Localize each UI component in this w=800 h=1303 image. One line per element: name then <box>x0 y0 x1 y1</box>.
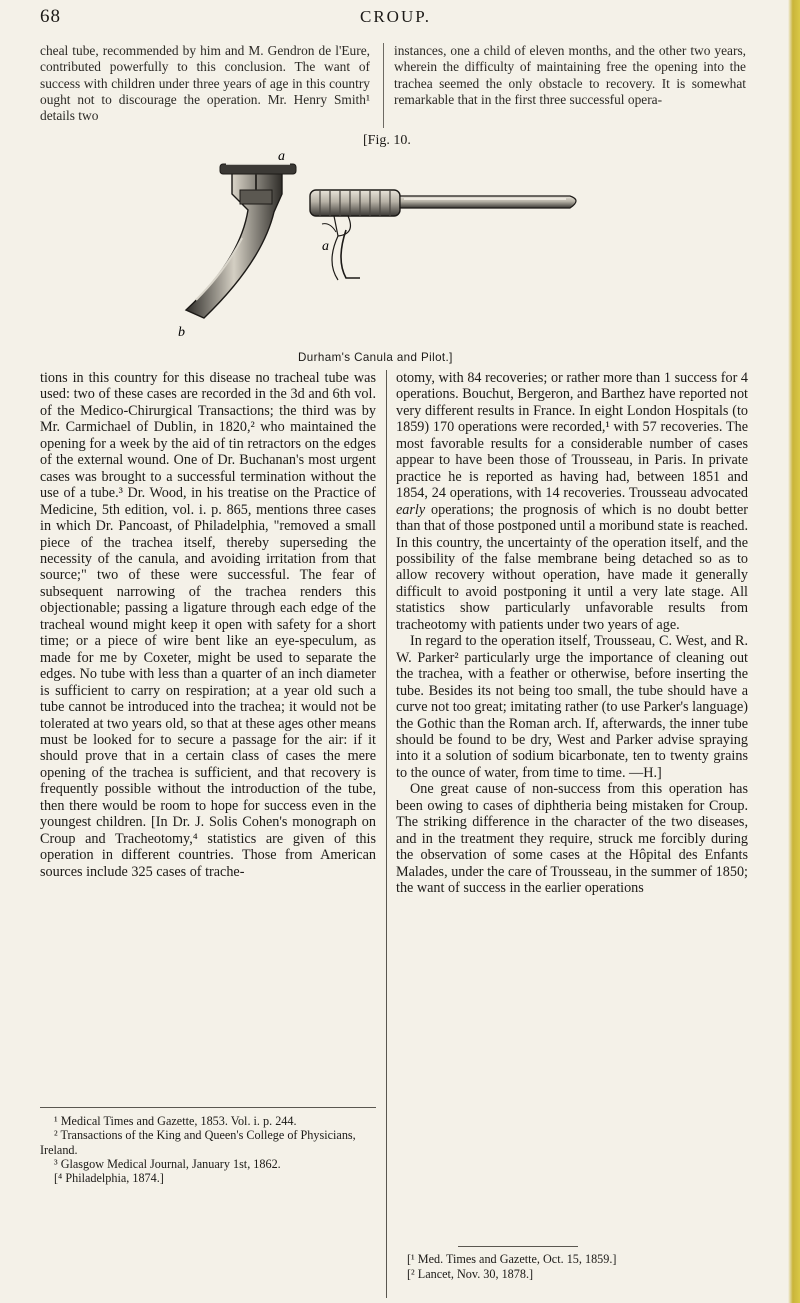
pilot-instrument <box>310 190 576 280</box>
figure-label: [Fig. 10. <box>363 133 411 148</box>
right-text-emphasis: early <box>396 501 426 518</box>
page-edge <box>788 0 800 1303</box>
left-paragraph: tions in this country for this disease no tracheal tube was used: two of these cases are recorded in the 3d and 6th vol. of the Medico-Chirurgical Transactions; the third was by Mr. Carmichael of Dublin, in 1820,² who maintained the opening for a week by the aid of tin retractors on the edges of the external wound. One of Dr. Buchanan's most urgent cases was brought to a successful termination without the use of a tube.³ Dr. Wood, in his treatise on the Practice of Medicine, 5th edition, vol. i. p. 865, mentions three cases in which Dr. Pancoast, of Philadelphia, "removed a small piece of the trachea itself, thereby superseding the necessity of the canula, and avoiding irritation from that source;" two of these were successful. The fear of subsequent narrowing of the trachea renders this objectionable; passing a ligature through each edge of the tracheal wound might keep it open with safety for a short time; or a piece of wire bent like an eye-speculum, as made for me by Coxeter, might be used to separate the edges. No tube with less than a quarter of an inch diameter is sufficient to carry on respiration; at a year old such a tube cannot be introduced into the trachea; it would not be tolerated at two years old, so that at these ages other means must be looked for to secure a passage for the air: if it should prove that in a certain class of cases the mere opening of the trachea is sufficient, and that recovery is frequently possible without the introduction of the tube, then there would be room to hope for success even in the youngest children. [In Dr. J. Solis Cohen's monograph on Croup and Tracheotomy,⁴ statistics are given of this operation in different countries. Those from American sources include 325 cases of trache- <box>40 370 376 880</box>
footnote-rule <box>40 1107 376 1108</box>
right-text-part: operations; the prognosis of which is no doubt better than that of those postponed until a moribund state is reached. In this country, the uncertainty of the operation itself, and the possibility of the false membrane being detached so as to allow recovery without operation, have made it generally difficult to avoid postponing it until a very late stage. All statistics show particularly unfavorable results from tracheotomy with patients under two years of age. <box>396 501 748 633</box>
right-text-part: otomy, with 84 recoveries; or rather more than 1 success for 4 operations. Bouchut, Bergeron, and Barthez have reported not very different results in France. In eight London Hospitals (to 1859) 170 operations were recorded,¹ with 57 recoveries. The most favorable results for a considerable number of cases appear to have been those of Trousseau, in Paris. In private practice he is reported as having had, between 1851 and 1854, 24 operations, with 14 recoveries. Trousseau advocated <box>396 370 748 502</box>
top-left-text: cheal tube, recommended by him and M. Gendron de l'Eure, contributed powerfully to this conclusion. The want of success with children under three years of age in this country ought not to discourage the operation. Mr. Henry Smith¹ details two <box>40 43 370 124</box>
letter-b: b <box>178 325 185 340</box>
letter-a-top: a <box>278 150 285 164</box>
right-footnotes <box>407 1252 751 1282</box>
footnote: [¹ Med. Times and Gazette, Oct. 15, 1859.] <box>407 1252 617 1266</box>
footnote-rule-right <box>458 1246 578 1247</box>
canula-tube <box>186 164 296 318</box>
running-title: CROUP. <box>360 7 432 26</box>
canula-illustration <box>150 150 620 350</box>
footnote: [⁴ Philadelphia, 1874.] <box>54 1171 164 1186</box>
top-right-column <box>394 43 746 108</box>
right-paragraph <box>396 370 748 633</box>
top-left-column <box>40 43 370 124</box>
column-divider <box>383 43 384 128</box>
footnote: ³ Glasgow Medical Journal, January 1st, 1862. <box>54 1156 281 1171</box>
right-column <box>396 370 748 897</box>
figure-caption: Durham's Canula and Pilot.] <box>298 351 453 364</box>
footnote: ² Transactions of the King and Queen's College of Physicians, Ireland. <box>40 1128 356 1157</box>
column-divider-main <box>386 370 387 1298</box>
page-number: 68 <box>40 6 61 27</box>
left-column <box>40 370 376 880</box>
right-paragraph: One great cause of non-success from this operation has been owing to cases of diphtheria being mistaken for Croup. The striking difference in the character of the two diseases, and in the treatment they require, struck me forcibly during the observation of some cases at the Hôpital des Enfants Malades, under the care of Trousseau, in the summer of 1850; the want of success in the earlier operations <box>396 781 748 897</box>
footnote: ¹ Medical Times and Gazette, 1853. Vol. i. p. 244. <box>54 1114 297 1128</box>
top-right-text: instances, one a child of eleven months, and the other two years, wherein the difficulty of maintaining free the opening into the trachea seemed the only obstacle to recovery. It is somewhat remarkable that in the first three successful opera- <box>394 43 746 107</box>
left-footnotes <box>40 1114 376 1185</box>
letter-a-pilot: a <box>322 239 329 254</box>
footnote: [² Lancet, Nov. 30, 1878.] <box>407 1267 534 1281</box>
right-paragraph: In regard to the operation itself, Trousseau, C. West, and R. W. Parker² particularly urge the importance of cleaning out the trachea, with a feather or otherwise, before inserting the tube. Besides its not being too small, the tube should have a curve not too great; imitating rather (to use Parker's language) the Gothic than the Roman arch. If, afterwards, the inner tube should be found to be dry, West and Parker advise spraying into it a solution of sodium bicarbonate, ten to twenty grains to the ounce of water, from time to time. —H.] <box>396 633 748 781</box>
